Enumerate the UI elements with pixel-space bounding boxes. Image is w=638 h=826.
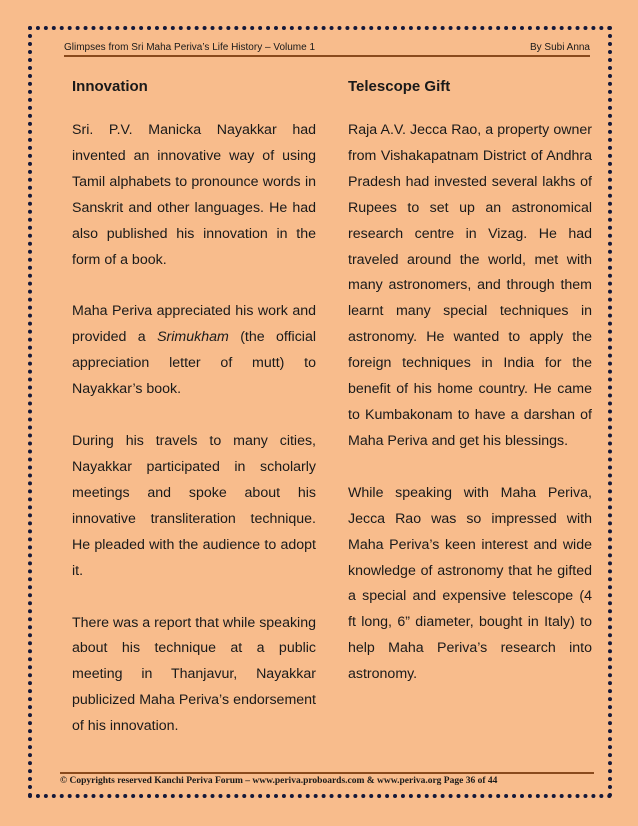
paragraph-text: (the official appreciation letter of mutt) to Nayakkar’s book. xyxy=(72,329,316,398)
paragraph: While speaking with Maha Periva, Jecca Rao was so impressed with Maha Periva’s keen interest and wide knowledge of astronomy that he gifted a special and expensive telescope (4 ft long, 6” diameter, bought in Italy) to help Maha Periva’s research into astronomy. xyxy=(348,484,592,683)
paragraph xyxy=(72,299,316,403)
page-header xyxy=(64,42,590,57)
paragraph: Raja A.V. Jecca Rao, a property owner from Vishakapatnam District of Andhra Pradesh had invested several lakhs of Rupees to set up an astronomical research centre in Vizag. He had traveled around the world, met with many astronomers, and through them learnt many special techniques in astronomy. He wanted to apply the foreign techniques in India for the benefit of his home country. He came to Kumbakonam to have a darshan of Maha Periva and get his blessings. xyxy=(348,122,592,449)
right-column xyxy=(348,68,592,714)
paragraph: During his travels to many cities, Nayakkar participated in scholarly meetings and spoke about his innovative transliteration technique. He pleaded with the audience to adopt it. xyxy=(72,433,316,579)
paragraph-text: Maha Periva appreciated his work and provided a xyxy=(72,303,316,346)
page-footer xyxy=(60,772,594,786)
paragraph: There was a report that while speaking about his technique at a public meeting in Thanjavur, Nayakkar publicized Maha Periva’s endorsement of his innovation. xyxy=(72,614,316,735)
section-title-innovation: Innovation xyxy=(72,78,148,95)
left-column xyxy=(72,68,316,766)
copyright-footer: © Copyrights reserved Kanchi Periva Forum – www.periva.proboards.com & www.periva.org Page 36 of 44 xyxy=(60,776,498,786)
header-author: By Subi Anna xyxy=(529,42,590,53)
emphasis-term: Srimukham xyxy=(157,329,229,346)
paragraph: Sri. P.V. Manicka Nayakkar had invented an innovative way of using Tamil alphabets to pronounce words in Sanskrit and other languages. He had also published his innovation in the form of a book. xyxy=(72,122,316,268)
section-title-telescope-gift: Telescope Gift xyxy=(348,78,451,95)
header-title: Glimpses from Sri Maha Periva’s Life History – Volume 1 xyxy=(64,42,316,53)
